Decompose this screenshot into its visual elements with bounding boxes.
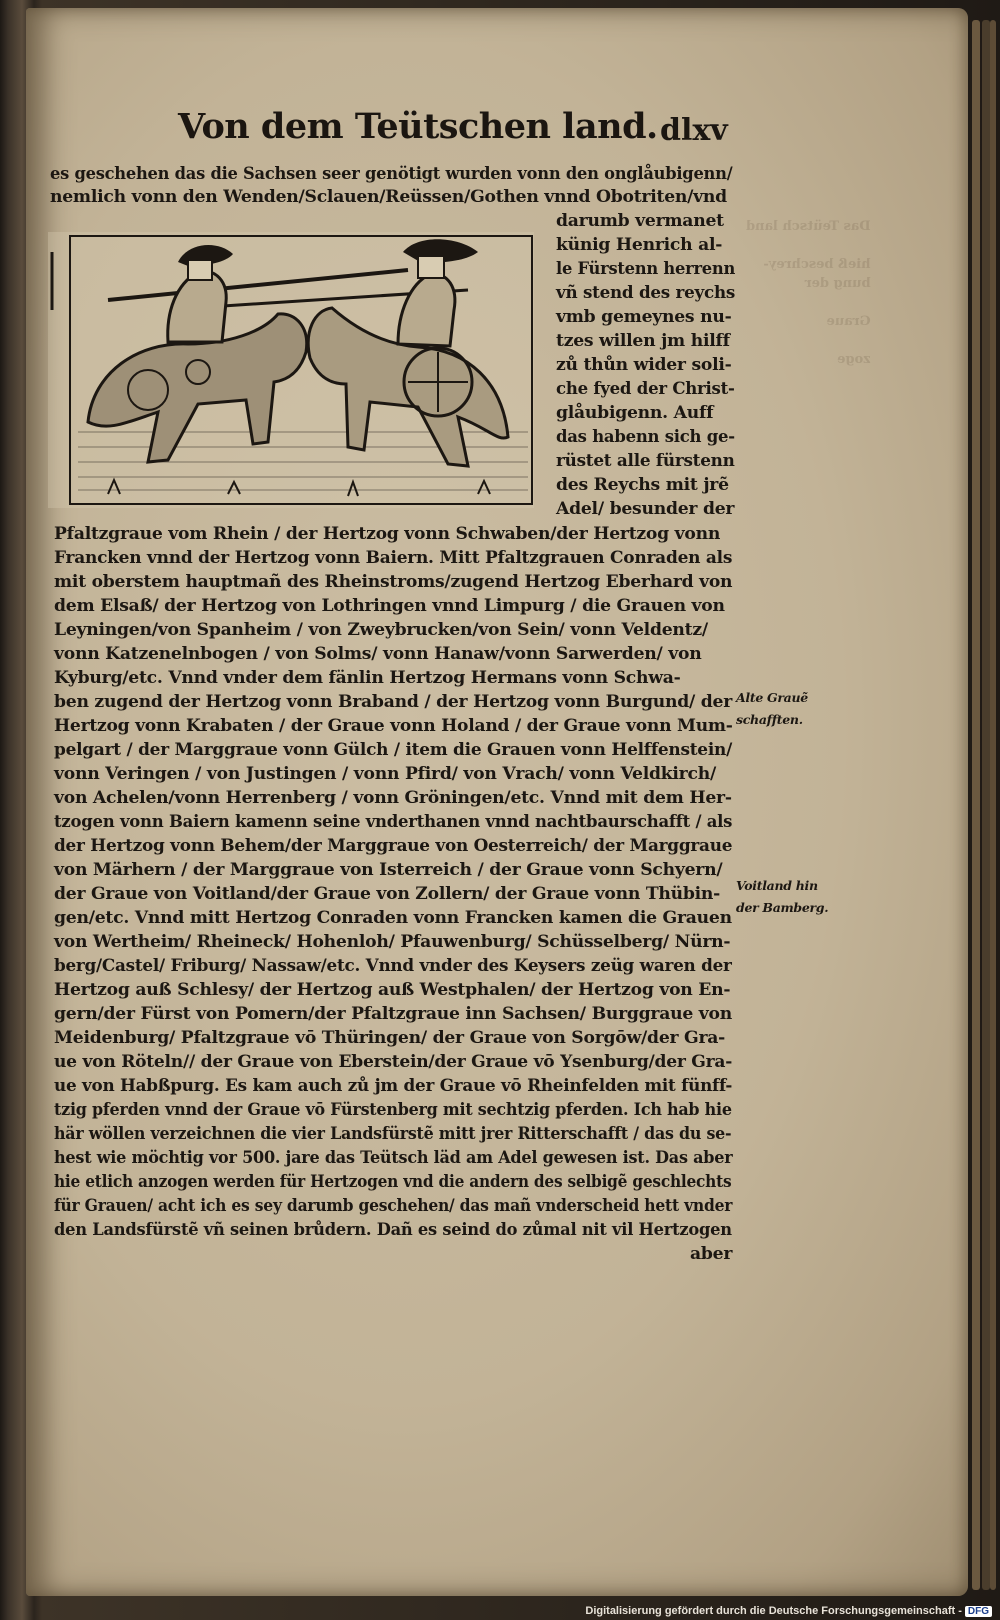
digitization-credit — [585, 1605, 992, 1617]
text-line: tzes willen jm hilff — [556, 331, 730, 351]
text-line: gen/etc. Vnnd mitt Hertzog Conraden vonn Francken kamen die Grauen — [54, 908, 732, 928]
text-line: darumb vermanet — [556, 211, 724, 231]
text-line: che fyed der Christ- — [556, 379, 735, 399]
text-line: ben zugend der Hertzog vonn Braband / der Hertzog vonn Burgund/ der — [54, 692, 733, 712]
margin-note: schafften. — [736, 712, 803, 727]
text-line: es geschehen das die Sachsen seer genötigt wurden vonn den onglåubigenn/ — [50, 164, 733, 184]
text-line: den Landsfürstẽ vñ seinen brůdern. Dañ es seind do zůmal nit vil Hertzogen — [54, 1220, 732, 1240]
page-edge — [982, 20, 990, 1590]
text-line: Pfaltzgraue vom Rhein / der Hertzog vonn Schwaben/der Hertzog vonn — [54, 524, 721, 544]
text-line: von Märhern / der Marggraue von Isterreich / der Graue vonn Schyern/ — [54, 860, 723, 880]
text-line: berg/Castel/ Friburg/ Nassaw/etc. Vnnd vnder des Keysers zeüg waren der — [54, 956, 732, 976]
text-line: hest wie möchtig vor 500. jare das Teütsch läd am Adel gewesen ist. Das aber — [54, 1148, 733, 1168]
text-line: für Grauen/ acht ich es sey darumb geschehen/ das mañ vnderscheid hett vnder — [54, 1196, 733, 1216]
text-line: der Graue von Voitland/der Graue von Zollern/ der Graue vonn Thübin- — [54, 884, 721, 904]
text-line: vñ stend des reychs — [556, 283, 736, 303]
show-through-text: Das Teütsch land hieß beschrey- bung der Graue zoge — [746, 219, 871, 367]
text-line: von Wertheim/ Rheineck/ Hohenloh/ Pfauwenburg/ Schüsselberg/ Nürn- — [54, 932, 731, 952]
text-line: Leyningen/von Spanheim / von Zweybrucken/von Sein/ vonn Veldentz/ — [54, 620, 708, 640]
text-line: vmb gemeynes nu- — [556, 307, 732, 327]
running-title: Von dem Teütschen land. — [178, 106, 658, 147]
text-line: des Reychs mit jrẽ — [556, 475, 729, 495]
text-line: Hertzog vonn Krabaten / der Graue vonn Holand / der Graue vonn Mum- — [54, 716, 733, 736]
catchword: aber — [690, 1244, 733, 1264]
text-line: Kyburg/etc. Vnnd vnder dem fänlin Hertzog Hermans vonn Schwa- — [54, 668, 681, 688]
text-line: Meidenburg/ Pfaltzgraue vō Thüringen/ der Graue von Sorgōw/der Gra- — [54, 1028, 726, 1048]
text-line: tzig pferden vnnd der Graue vō Fürstenberg mit sechtzig pferden. Ich hab hie — [54, 1100, 732, 1120]
text-line: dem Elsaß/ der Hertzog von Lothringen vnnd Limpurg / die Grauen von — [54, 596, 725, 616]
text-line: Adel/ besunder der — [556, 499, 735, 519]
text-line: nemlich vonn den Wenden/Sclauen/Reüssen/Gothen vnnd Obotriten/vnd — [50, 187, 727, 207]
margin-note: der Bamberg. — [736, 900, 829, 915]
folio-number: dlxv — [660, 113, 728, 148]
text-line: här wöllen verzeichnen die vier Landsfürstẽ mitt jrer Ritterschafft / das du se- — [54, 1124, 732, 1144]
text-line: künig Henrich al- — [556, 235, 723, 255]
text-line: ue von Habßpurg. Es kam auch zů jm der Graue vō Rheinfelden mit fünff- — [54, 1076, 733, 1096]
joust-woodcut — [48, 232, 534, 508]
text-line: tzogen vonn Baiern kamenn seine vnderthanen vnnd nachtbaurschafft / als — [54, 812, 733, 832]
text-line: mit oberstem hauptmañ des Rheinstroms/zugend Hertzog Eberhard von — [54, 572, 733, 592]
text-line: von Achelen/vonn Herrenberg / vonn Gröningen/etc. Vnnd mit dem Her- — [54, 788, 732, 808]
text-line: der Hertzog vonn Behem/der Marggraue von Oesterreich/ der Marggraue — [54, 836, 733, 856]
text-line: pelgart / der Marggraue vonn Gülch / item die Grauen vonn Helffenstein/ — [54, 740, 733, 760]
page-edge — [972, 20, 980, 1590]
text-line: Hertzog auß Schlesy/ der Hertzog auß Westphalen/ der Hertzog von En- — [54, 980, 731, 1000]
text-line: gern/der Fürst von Pomern/der Pfaltzgraue inn Sachsen/ Burggraue von — [54, 1004, 732, 1024]
text-line: vonn Katzenelnbogen / von Solms/ vonn Hanaw/vonn Sarwerden/ von — [54, 644, 702, 664]
text-line: ue von Röteln// der Graue von Eberstein/der Graue vō Ysenburg/der Gra- — [54, 1052, 733, 1072]
text-line: zů thůn wider soli- — [556, 355, 732, 375]
margin-note: Voitland hin — [736, 878, 818, 893]
text-line: Francken vnnd der Hertzog vonn Baiern. Mitt Pfaltzgrauen Conraden als — [54, 548, 733, 568]
text-line: das habenn sich ge- — [556, 427, 735, 447]
page-edge — [990, 20, 996, 1590]
text-line: glåubigenn. Auff — [556, 403, 714, 423]
credit-text: Digitalisierung gefördert durch die Deutsche Forschungsgemeinschaft - — [585, 1605, 962, 1617]
dfg-logo: DFG — [965, 1606, 992, 1617]
margin-note: Alte Grauẽ — [736, 690, 808, 705]
text-line: le Fürstenn herrenn — [556, 259, 736, 279]
text-line: rüstet alle fürstenn — [556, 451, 735, 471]
text-line: vonn Veringen / von Justingen / vonn Pfird/ von Vrach/ vonn Veldkirch/ — [54, 764, 716, 784]
text-line: hie etlich anzogen werden für Hertzogen vnd die andern des selbigẽ geschlechts — [54, 1172, 732, 1192]
